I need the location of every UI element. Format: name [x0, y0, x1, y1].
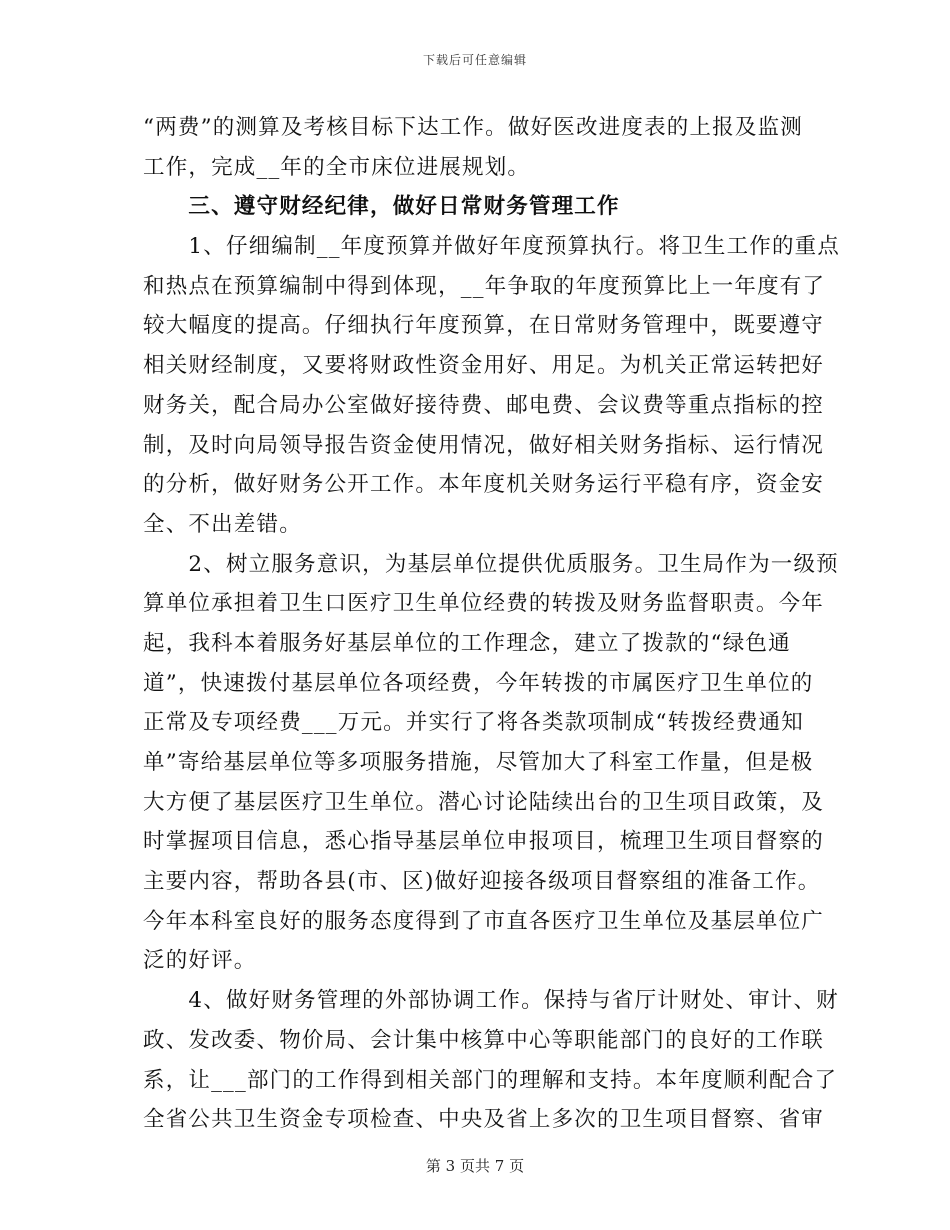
text-line: 的分析，做好财务公开工作。本年度机关财务运行平稳有序，资金安	[143, 472, 825, 498]
text-line: 财务关，配合局办公室做好接待费、邮电费、会议费等重点指标的控	[143, 392, 825, 418]
text-line: 较大幅度的提高。仔细执行年度预算，在日常财务管理中，既要遵守	[143, 313, 825, 339]
text-line: “两费”的测算及考核目标下达工作。做好医改进度表的上报及监测	[143, 115, 803, 140]
page-footer: 第 3 页共 7 页	[425, 1157, 525, 1175]
text-line: 算单位承担着卫生口医疗卫生单位经费的转拨及财务监督职责。今年	[143, 591, 825, 617]
text-line: 单”寄给基层单位等多项服务措施，尽管加大了科室工作量，但是极	[143, 750, 814, 775]
text-line: 1、仔细编制__年度预算并做好年度预算执行。将卫生工作的重点	[143, 234, 841, 260]
text-line: 制，及时向局领导报告资金使用情况，做好相关财务指标、运行情况	[143, 432, 825, 458]
text-line: 正常及专项经费___万元。并实行了将各类款项制成“转拨经费通知	[143, 710, 804, 736]
text-line: 全、不出差错。	[143, 511, 302, 537]
text-line: 政、发改委、物价局、会计集中核算中心等职能部门的良好的工作联	[143, 1027, 825, 1053]
text-line: 和热点在预算编制中得到体现，__年争取的年度预算比上一年度有了	[143, 273, 826, 299]
text-line: 时掌握项目信息，悉心指导基层单位申报项目，梳理卫生项目督察的	[143, 829, 825, 855]
text-line: 大方便了基层医疗卫生单位。潜心讨论陆续出台的卫生项目政策，及	[143, 789, 825, 815]
text-line: 泛的好评。	[143, 948, 257, 974]
text-line: 4、做好财务管理的外部协调工作。保持与省厅计财处、审计、财	[143, 988, 839, 1014]
text-line: 相关财经制度，又要将财政性资金用好、用足。为机关正常运转把好	[143, 353, 825, 379]
page-header: 下载后可任意编辑	[422, 53, 527, 67]
text-line: 主要内容，帮助各县(市、区)做好迎接各级项目督察组的准备工作。	[143, 869, 821, 895]
text-line: 道”，快速拨付基层单位各项经费，今年转拨的市属医疗卫生单位的	[143, 670, 814, 696]
text-line: 系，让___部门的工作得到相关部门的理解和支持。本年度顺利配合了	[143, 1067, 838, 1093]
document-body	[143, 108, 841, 1140]
text-line: 全省公共卫生资金专项检查、中央及省上多次的卫生项目督察、省审	[143, 1107, 825, 1133]
text-line: 工作，完成__年的全市床位进展规划。	[143, 154, 531, 180]
text-line: 今年本科室良好的服务态度得到了市直各医疗卫生单位及基层单位广	[143, 908, 825, 934]
section-heading: 三、遵守财经纪律，做好日常财务管理工作	[143, 194, 620, 220]
text-line: 2、树立服务意识，为基层单位提供优质服务。卫生局作为一级预	[143, 551, 839, 577]
text-line: 起，我科本着服务好基层单位的工作理念，建立了拨款的“绿色通	[143, 630, 791, 656]
